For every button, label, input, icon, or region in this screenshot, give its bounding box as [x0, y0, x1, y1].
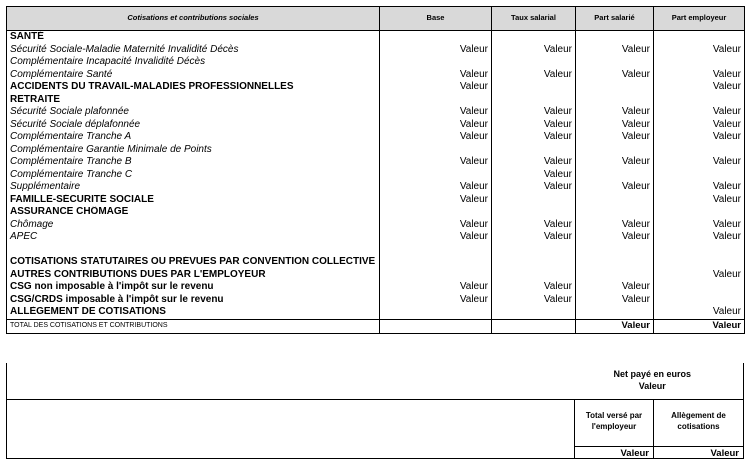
table-row: [7, 119, 745, 132]
row-part-salarie: [576, 169, 654, 182]
total-part-salarie: Valeur: [576, 319, 654, 333]
row-part-employeur: Valeur: [654, 156, 745, 169]
row-label: Supplémentaire: [7, 181, 380, 194]
table-row: [7, 231, 745, 244]
allegement-value: Valeur: [654, 446, 743, 459]
header-row: [7, 7, 745, 31]
row-label: Sécurité Sociale déplafonnée: [7, 119, 380, 132]
section-row: [7, 81, 745, 94]
row-label: ASSURANCE CHÔMAGE: [7, 206, 380, 219]
row-part-employeur: Valeur: [654, 231, 745, 244]
row-part-employeur: Valeur: [654, 131, 745, 144]
row-taux-salarial: Valeur: [492, 119, 576, 132]
row-label: ALLÈGEMENT DE COTISATIONS: [7, 306, 380, 319]
row-taux-salarial: [492, 81, 576, 94]
row-part-salarie: [576, 56, 654, 69]
row-part-employeur: Valeur: [654, 81, 745, 94]
row-base: Valeur: [380, 294, 492, 307]
total-verse-label: [575, 410, 653, 432]
row-label: Complémentaire Incapacité Invalidité Décès: [7, 56, 380, 69]
row-label: Complémentaire Tranche C: [7, 169, 380, 182]
row-part-employeur: Valeur: [654, 306, 745, 319]
total-taux: [492, 319, 576, 333]
row-label: SANTÉ: [7, 31, 380, 44]
row-label: Sécurité Sociale plafonnée: [7, 106, 380, 119]
row-label: FAMILLE-SÉCURITÉ SOCIALE: [7, 194, 380, 207]
row-part-employeur: Valeur: [654, 69, 745, 82]
row-part-employeur: [654, 294, 745, 307]
row-taux-salarial: Valeur: [492, 106, 576, 119]
row-base: [380, 56, 492, 69]
table-row: [7, 131, 745, 144]
row-label: RETRAITE: [7, 94, 380, 107]
row-part-salarie: [576, 31, 654, 44]
table-row: [7, 56, 745, 69]
row-taux-salarial: Valeur: [492, 231, 576, 244]
row-part-salarie: Valeur: [576, 69, 654, 82]
row-taux-salarial: [492, 306, 576, 319]
row-part-employeur: [654, 169, 745, 182]
total-row: [7, 319, 745, 333]
row-taux-salarial: [492, 206, 576, 219]
row-part-salarie: [576, 269, 654, 282]
row-part-salarie: [576, 206, 654, 219]
row-taux-salarial: [492, 244, 576, 257]
table-row: [7, 244, 745, 257]
row-taux-salarial: Valeur: [492, 281, 576, 294]
table-body: [7, 31, 745, 320]
row-part-employeur: Valeur: [654, 44, 745, 57]
row-taux-salarial: Valeur: [492, 294, 576, 307]
row-label: CSG/CRDS imposable à l'impôt sur le revenu: [7, 294, 380, 307]
table-row: [7, 219, 745, 232]
row-label: Complémentaire Santé: [7, 69, 380, 82]
row-label: APEC: [7, 231, 380, 244]
row-part-employeur: Valeur: [654, 106, 745, 119]
row-part-salarie: [576, 144, 654, 157]
row-part-employeur: Valeur: [654, 269, 745, 282]
section-row: [7, 31, 745, 44]
row-label: Complémentaire Tranche B: [7, 156, 380, 169]
row-label: CSG non imposable à l'impôt sur le revenu: [7, 281, 380, 294]
row-taux-salarial: [492, 56, 576, 69]
row-part-employeur: Valeur: [654, 194, 745, 207]
row-base: Valeur: [380, 131, 492, 144]
row-label: Sécurité Sociale-Maladie Maternité Invalidité Décès: [7, 44, 380, 57]
row-taux-salarial: [492, 256, 576, 269]
row-part-salarie: [576, 256, 654, 269]
contributions-table: [6, 6, 745, 334]
row-label: Complémentaire Garantie Minimale de Points: [7, 144, 380, 157]
row-part-salarie: Valeur: [576, 119, 654, 132]
row-part-salarie: Valeur: [576, 281, 654, 294]
row-taux-salarial: Valeur: [492, 69, 576, 82]
row-base: Valeur: [380, 81, 492, 94]
net-pay-value: Valeur: [638, 381, 666, 391]
row-label: Complémentaire Tranche A: [7, 131, 380, 144]
table-row: [7, 169, 745, 182]
section-row: [7, 94, 745, 107]
row-part-employeur: [654, 206, 745, 219]
row-part-salarie: Valeur: [576, 294, 654, 307]
row-part-salarie: [576, 81, 654, 94]
row-part-salarie: Valeur: [576, 44, 654, 57]
row-part-employeur: [654, 144, 745, 157]
table-row: [7, 281, 745, 294]
row-base: Valeur: [380, 106, 492, 119]
table-row: [7, 181, 745, 194]
row-base: [380, 269, 492, 282]
row-base: [380, 144, 492, 157]
row-part-salarie: Valeur: [576, 131, 654, 144]
header-part-employeur: Part employeur: [654, 7, 745, 31]
row-taux-salarial: Valeur: [492, 156, 576, 169]
row-base: [380, 306, 492, 319]
section-row: [7, 256, 745, 269]
row-part-salarie: Valeur: [576, 106, 654, 119]
section-row: [7, 194, 745, 207]
table-row: [7, 294, 745, 307]
row-base: [380, 256, 492, 269]
total-base: [380, 319, 492, 333]
row-taux-salarial: Valeur: [492, 131, 576, 144]
allegement-cell: [653, 400, 743, 459]
row-taux-salarial: Valeur: [492, 181, 576, 194]
row-part-employeur: [654, 94, 745, 107]
row-label: COTISATIONS STATUTAIRES OU PRÉVUES PAR CONVENTION COLLECTIVE: [7, 256, 380, 269]
net-pay-label: Net payé en euros: [613, 369, 691, 379]
section-row: [7, 206, 745, 219]
row-base: [380, 169, 492, 182]
row-taux-salarial: [492, 31, 576, 44]
table-row: [7, 44, 745, 57]
row-base: Valeur: [380, 119, 492, 132]
row-part-salarie: [576, 94, 654, 107]
row-part-salarie: Valeur: [576, 156, 654, 169]
row-taux-salarial: [492, 144, 576, 157]
row-part-salarie: Valeur: [576, 231, 654, 244]
net-pay: [613, 368, 691, 392]
row-base: [380, 244, 492, 257]
row-part-employeur: [654, 256, 745, 269]
row-taux-salarial: Valeur: [492, 44, 576, 57]
row-part-employeur: Valeur: [654, 119, 745, 132]
total-verse-value: Valeur: [575, 446, 653, 459]
row-part-employeur: [654, 31, 745, 44]
row-base: [380, 94, 492, 107]
row-taux-salarial: Valeur: [492, 219, 576, 232]
table-row: [7, 156, 745, 169]
employer-summary-box: [6, 400, 744, 459]
total-label: TOTAL DES COTISATIONS ET CONTRIBUTIONS: [7, 319, 380, 333]
header-base: Base: [380, 7, 492, 31]
row-part-salarie: Valeur: [576, 219, 654, 232]
row-part-salarie: [576, 244, 654, 257]
row-taux-salarial: Valeur: [492, 169, 576, 182]
row-label: AUTRES CONTRIBUTIONS DUES PAR L'EMPLOYEUR: [7, 269, 380, 282]
row-base: Valeur: [380, 219, 492, 232]
row-label: ACCIDENTS DU TRAVAIL-MALADIES PROFESSIONNELLES: [7, 81, 380, 94]
total-verse-label-line2: l'employeur: [591, 422, 637, 431]
row-taux-salarial: [492, 269, 576, 282]
row-label: [7, 244, 380, 257]
total-part-employeur: Valeur: [654, 319, 745, 333]
allegement-label-line1: Allègement de: [671, 411, 726, 420]
row-part-employeur: [654, 281, 745, 294]
row-label: Chômage: [7, 219, 380, 232]
row-taux-salarial: [492, 94, 576, 107]
table-row: [7, 106, 745, 119]
row-part-employeur: [654, 56, 745, 69]
table-row: [7, 144, 745, 157]
row-base: [380, 206, 492, 219]
row-part-salarie: [576, 306, 654, 319]
header-taux-salarial: Taux salarial: [492, 7, 576, 31]
allegement-label-line2: cotisations: [677, 422, 720, 431]
row-base: Valeur: [380, 44, 492, 57]
row-taux-salarial: [492, 194, 576, 207]
total-verse-label-line1: Total versé par: [585, 411, 643, 420]
total-verse-cell: [574, 400, 653, 459]
row-base: Valeur: [380, 194, 492, 207]
row-part-employeur: [654, 244, 745, 257]
net-pay-box: [6, 363, 744, 400]
row-part-employeur: Valeur: [654, 181, 745, 194]
row-base: Valeur: [380, 231, 492, 244]
table-row: [7, 69, 745, 82]
row-base: Valeur: [380, 156, 492, 169]
row-base: Valeur: [380, 281, 492, 294]
header-part-salarie: Part salarié: [576, 7, 654, 31]
row-base: Valeur: [380, 69, 492, 82]
row-part-employeur: Valeur: [654, 219, 745, 232]
header-label: Cotisations et contributions sociales: [7, 7, 380, 31]
row-part-salarie: Valeur: [576, 181, 654, 194]
row-base: Valeur: [380, 181, 492, 194]
row-part-salarie: [576, 194, 654, 207]
row-base: [380, 31, 492, 44]
section-row: [7, 269, 745, 282]
section-row: [7, 306, 745, 319]
allegement-label: [654, 410, 743, 432]
